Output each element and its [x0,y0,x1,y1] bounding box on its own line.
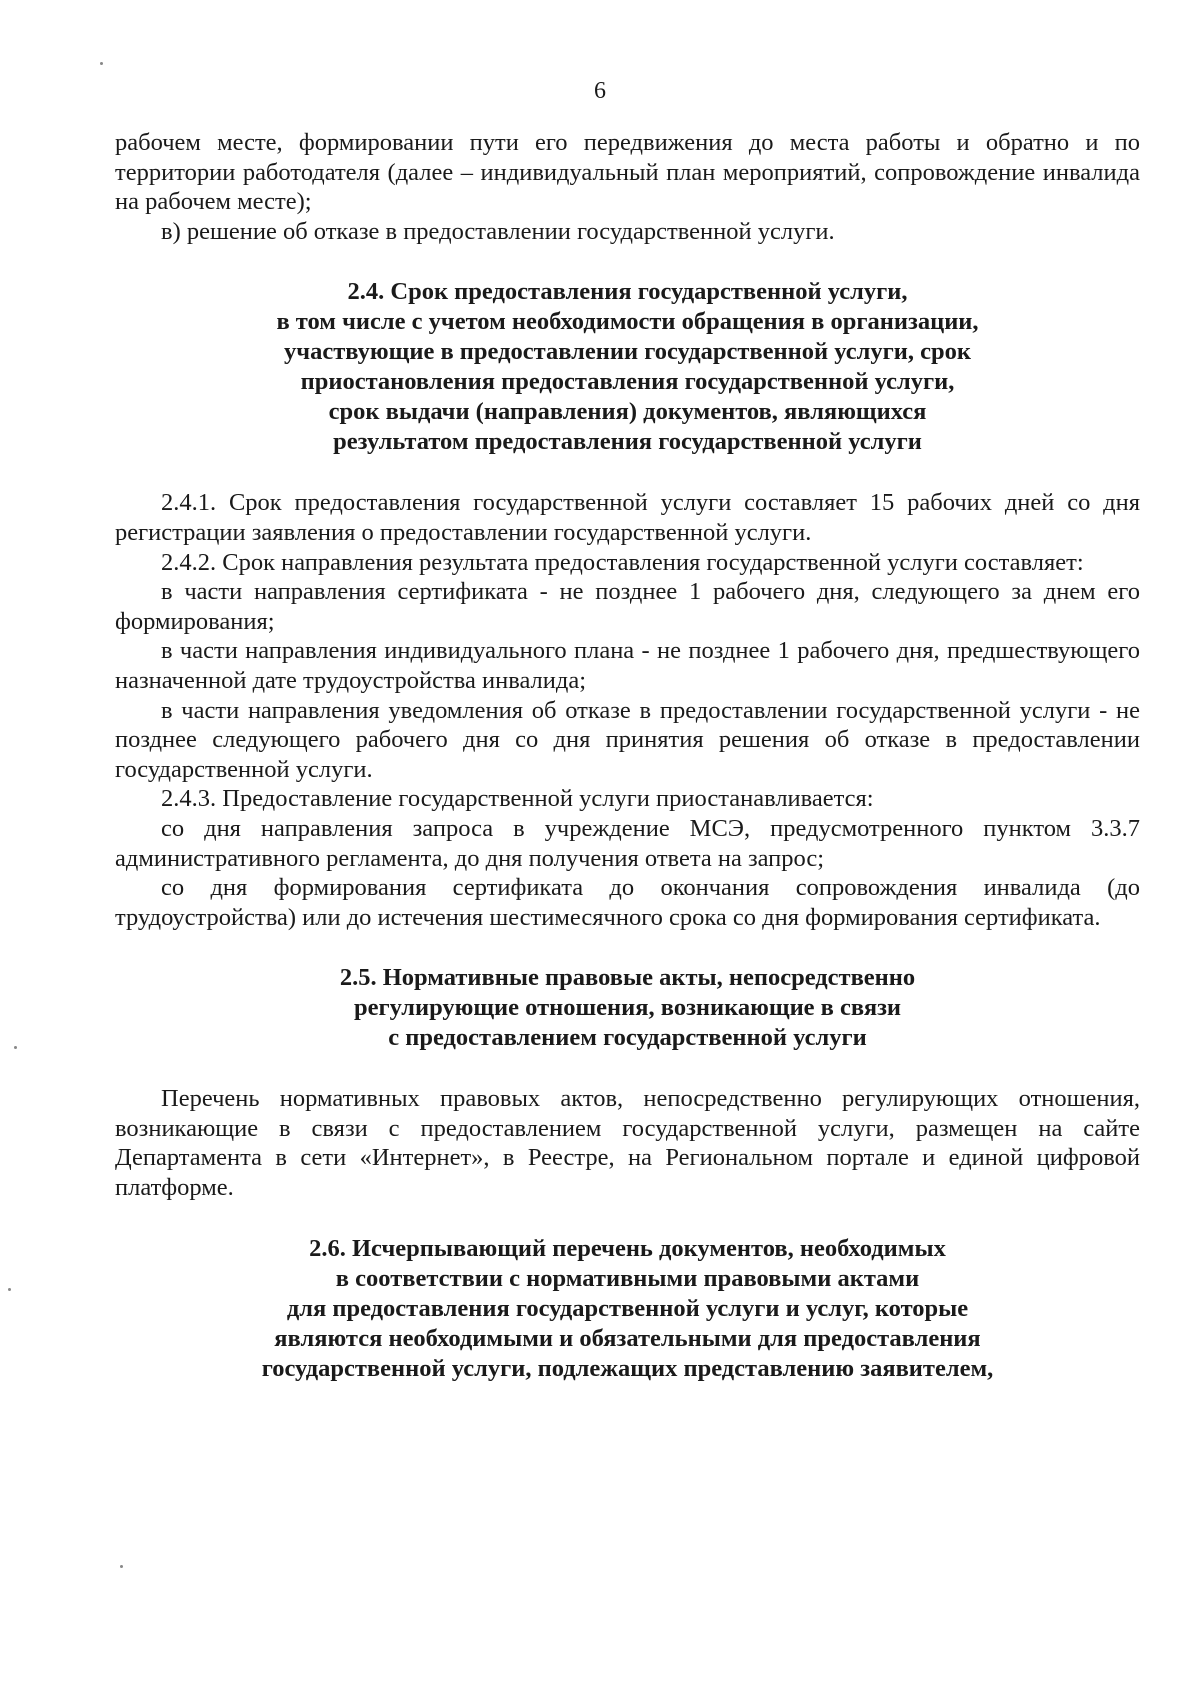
section-heading [115,1234,1140,1384]
heading-line: срок выдачи (направления) документов, являющихся [328,398,927,426]
paragraph: со дня направления запроса в учреждение МСЭ, предусмотренного пунктом 3.3.7 административного регламента, до дня получения ответа на запрос; [115,814,1140,872]
paragraph: 2.4.3. Предоставление государственной услуги приостанавливается: [161,785,874,813]
heading-line: в том числе с учетом необходимости обращения в организации, [276,308,979,336]
scan-speck [14,1046,17,1049]
heading-line: с предоставлением государственной услуги [388,1024,867,1052]
paragraph: рабочем месте, формировании пути его передвижения до места работы и обратно и по территории работодателя (далее – индивидуальный план мероприятий, сопровождение инвалида на рабочем месте); [115,129,1140,216]
paragraph: в части направления уведомления об отказе в предоставлении государственной услуги - не позднее следующего рабочего дня со дня принятия решения об отказе в предоставлении государственной услуги. [115,696,1140,783]
paragraph: со дня формирования сертификата до окончания сопровождения инвалида (до трудоустройства) или до истечения шестимесячного срока со дня формирования сертификата. [115,874,1140,931]
paragraph: 2.4.2. Срок направления результата предоставления государственной услуги составляет: [161,548,1084,576]
heading-line: являются необходимыми и обязательными для предоставления [274,1324,981,1352]
page-number: 6 [594,78,606,104]
section-heading [115,277,1140,457]
scan-speck [100,62,103,65]
heading-line: 2.6. Исчерпывающий перечень документов, необходимых [309,1234,946,1262]
heading-line: в соответствии с нормативными правовыми актами [335,1264,920,1292]
heading-line: 2.5. Нормативные правовые акты, непосредственно [339,964,916,992]
paragraph: 2.4.1. Срок предоставления государственной услуги составляет 15 рабочих дней со дня регистрации заявления о предоставлении государственной услуги. [115,489,1140,546]
paragraph: в) решение об отказе в предоставлении государственной услуги. [161,217,835,245]
heading-line: участвующие в предоставлении государственной услуги, срок [284,338,971,366]
heading-line: для предоставления государственной услуги и услуг, которые [286,1294,969,1322]
heading-line: 2.4. Срок предоставления государственной услуги, [347,278,908,306]
paragraph: Перечень нормативных правовых актов, непосредственно регулирующих отношения, возникающие в связи с предоставлением государственной услуги, размещен на сайте Департамента в сети «Интернет», в Реестре, на Региональном портале и единой цифровой платформе. [115,1085,1140,1202]
paragraph: в части направления сертификата - не позднее 1 рабочего дня, следующего за днем его формирования; [115,578,1140,635]
heading-line: регулирующие отношения, возникающие в связи [353,994,902,1022]
scan-speck [8,1288,11,1291]
section-heading [115,963,1140,1053]
heading-line: государственной услуги, подлежащих представлению заявителем, [261,1354,994,1382]
heading-line: приостановления предоставления государственной услуги, [300,368,955,396]
heading-line: результатом предоставления государственной услуги [333,428,922,456]
document-body [115,128,1140,1384]
paragraph: в части направления индивидуального плана - не позднее 1 рабочего дня, предшествующего назначенной дате трудоустройства инвалида; [115,637,1140,694]
scan-speck [120,1565,123,1568]
